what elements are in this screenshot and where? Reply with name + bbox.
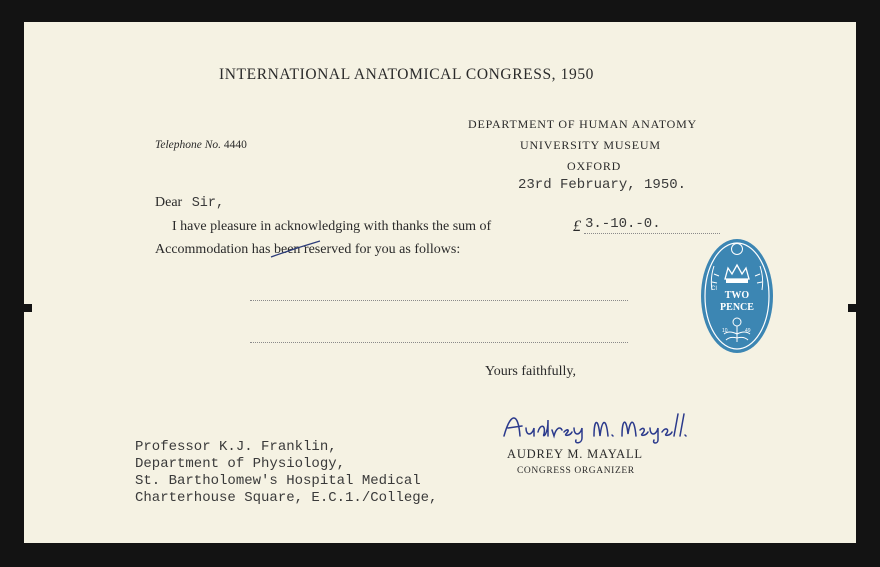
salutation-prefix: Dear — [155, 195, 183, 210]
body-line-2 — [155, 242, 460, 258]
department-line-1: DEPARTMENT OF HUMAN ANATOMY — [468, 117, 698, 131]
closing: Yours faithfully, — [485, 364, 577, 379]
congress-title: INTERNATIONAL ANATOMICAL CONGRESS, 1950 — [219, 66, 595, 83]
body-line-2-start: Accommodation has — [155, 242, 271, 257]
signatory-name: AUDREY M. MAYALL — [507, 447, 643, 461]
fold-notch-right — [848, 304, 858, 312]
amount-dotted-line — [584, 233, 720, 234]
salutation-name: Sir, — [191, 196, 225, 211]
struck-word-text: been — [273, 242, 301, 257]
recipient-line-4: Charterhouse Square, E.C.1./College, — [135, 490, 438, 506]
signatory-title: CONGRESS ORGANIZER — [517, 466, 635, 476]
body-line-1: I have pleasure in acknowledging with thanks the sum of — [172, 219, 492, 234]
letter-card — [24, 22, 856, 543]
telephone-number: 4440 — [223, 139, 247, 151]
stamp-date-right: 49 — [745, 328, 751, 334]
currency-symbol: £ — [573, 218, 581, 235]
department-line-2: UNIVERSITY MUSEUM — [520, 138, 661, 152]
stamp-text-line-1: TWO — [724, 290, 750, 301]
accommodation-line-2 — [250, 342, 628, 343]
telephone-label: Telephone No. — [155, 139, 222, 151]
salutation — [155, 195, 224, 211]
recipient-line-3: St. Bartholomew's Hospital Medical — [135, 473, 421, 489]
struck-word — [274, 242, 300, 258]
stamp-text-line-2: PENCE — [720, 302, 754, 313]
stamp-left-mark: CI — [711, 286, 717, 292]
signature — [498, 406, 688, 446]
department-line-3: OXFORD — [567, 159, 622, 173]
letter-date: 23rd February, 1950. — [518, 177, 687, 193]
recipient-line-1: Professor K.J. Franklin, — [135, 439, 337, 455]
two-pence-stamp — [700, 238, 774, 354]
recipient-line-2: Department of Physiology, — [135, 456, 346, 472]
stamp-date-left: 10 — [722, 328, 728, 334]
body-line-2-end: reserved for you as follows: — [303, 242, 461, 257]
strike-mark — [268, 238, 324, 260]
amount-paid: 3.-10.-0. — [585, 216, 661, 232]
fold-notch-left — [22, 304, 32, 312]
accommodation-line-1 — [250, 300, 628, 301]
telephone-line — [155, 139, 247, 151]
